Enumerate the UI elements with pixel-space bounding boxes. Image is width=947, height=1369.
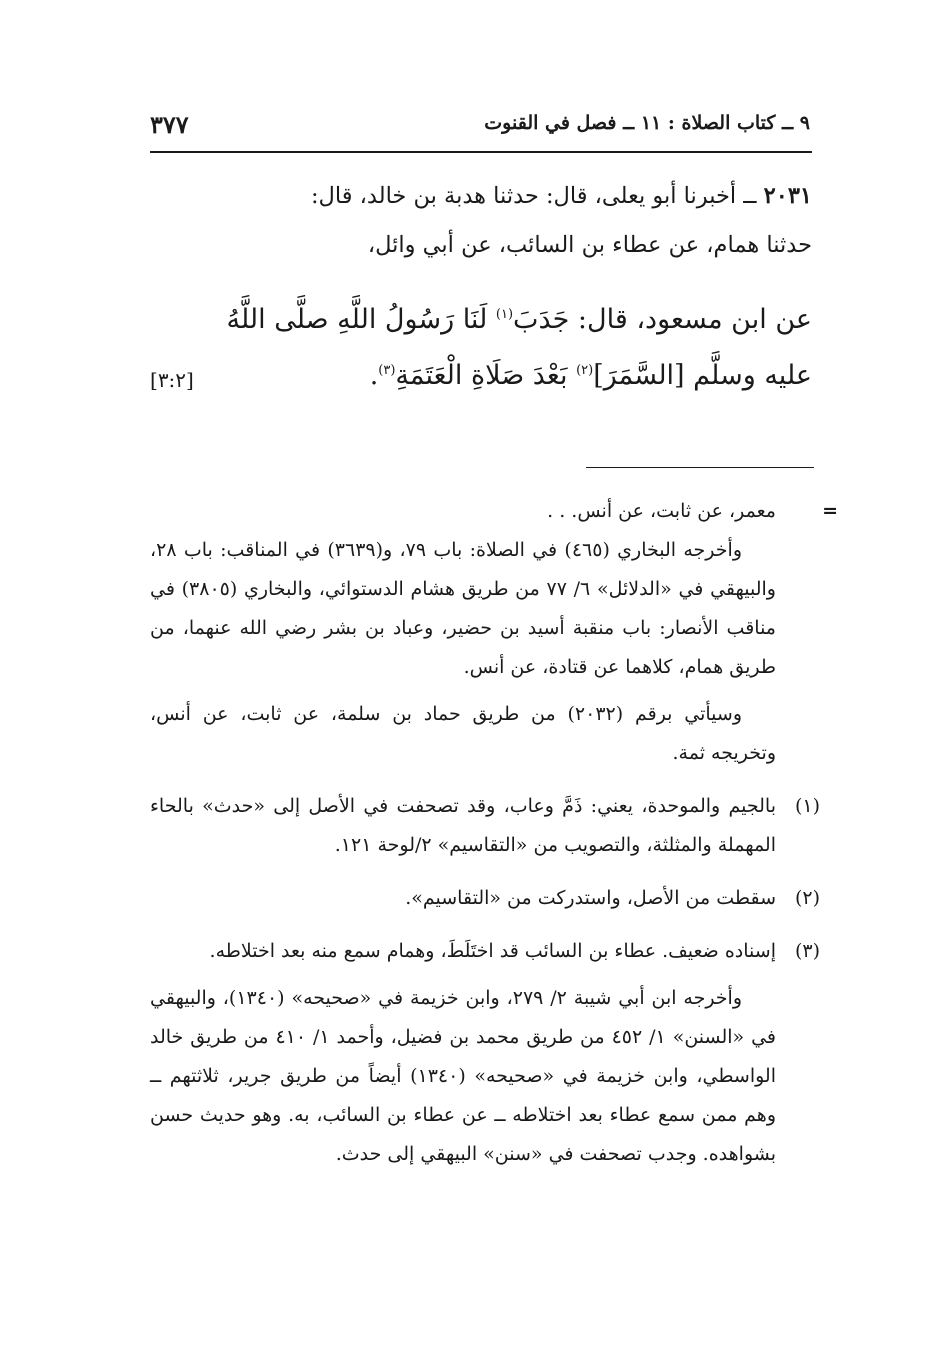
footnote-2 [150, 879, 820, 918]
footnote-2-text: سقطت من الأصل، واستدركت من «التقاسيم». [405, 887, 776, 909]
footnote-3-marker: (٣) [794, 940, 820, 962]
isnad-text-1: ــ أخبرنا أبو يعلى، قال: حدثنا هدبة بن خالد، قال: [310, 183, 764, 209]
matn-text-2a: عليه وسلَّم [السَّمَرَ] [593, 360, 812, 391]
footnote-separator [586, 467, 814, 468]
isnad-line-1 [150, 172, 812, 221]
continuation-paragraph-3: وسيأتي برقم (٢٠٣٢) من طريق حماد بن سلمة، عن ثابت، عن أنس، وتخريجه ثمة. [150, 703, 776, 764]
footnote-3-paragraph-2: وأخرجه ابن أبي شيبة ٢/ ٢٧٩، وابن خزيمة في «صحيحه» (١٣٤٠)، والبيهقي في «السنن» ١/ ٤٥٢ من طريق محمد بن فضيل، وأحمد ١/ ٤١٠ من طريق خالد الواسطي، وابن خزيمة في «صحيحه» (١٣٤٠) أيضاً من طريق جرير، ثلاثتهم ــ وهم ممن سمع عطاء بعد اختلاطه ــ عن عطاء بن السائب، به. وهو حديث حسن بشواهده. وجدب تصحفت في «سنن» البيهقي إلى حدث. [150, 987, 777, 1165]
hadith-matn [150, 292, 812, 408]
footnote-2-marker: (٢) [794, 887, 820, 909]
footnote-ref-3[interactable]: (٣) [378, 363, 396, 378]
footnote-1-marker: (١) [794, 795, 820, 817]
footnote-3 [150, 932, 820, 1174]
page-number: ٣٧٧ [150, 110, 189, 139]
header-divider [150, 151, 812, 153]
footnote-ref-2[interactable]: (٢) [576, 363, 594, 378]
source-reference: [٣:٢] [150, 368, 194, 392]
matn-text-2c: . [369, 360, 379, 391]
footnote-3-text: إسناده ضعيف. عطاء بن السائب قد اختَلَطَ، وهمام سمع منه بعد اختلاطه. [209, 940, 776, 962]
matn-line-1 [150, 292, 812, 348]
footnotes-section [150, 492, 838, 1174]
matn-text-1b: لَنَا رَسُولُ اللَّهِ صلَّى اللَّهُ [226, 304, 496, 335]
hadith-number: ٢٠٣١ [763, 183, 812, 209]
page-header [150, 110, 810, 144]
footnote-1 [150, 787, 820, 865]
running-section-title: ٩ ــ كتاب الصلاة : ١١ ــ فصل في القنوت [484, 112, 810, 134]
matn-text-2b: بَعْدَ صَلَاةِ الْعَتَمَةِ [395, 360, 577, 391]
continuation-marker: = [822, 500, 838, 522]
footnote-1-text: بالجيم والموحدة، يعني: ذَمَّ وعاب، وقد تصحفت في الأصل إلى «حدث» بالحاء المهملة والمثلثة، والتصويب من «التقاسيم» ٢/لوحة ١٢١. [150, 795, 776, 856]
matn-text-1a: عن ابن مسعود، قال: جَدَبَ [513, 304, 812, 335]
continuation-paragraph-2: وأخرجه البخاري (٤٦٥) في الصلاة: باب ٧٩، و(٣٦٣٩) في المناقب: باب ٢٨، والبيهقي في «الدلائل» ٦/ ٧٧ من طريق هشام الدستوائي، والبخاري (٣٨٠٥) في مناقب الأنصار: باب منقبة أسيد بن حضير، وعباد بن بشر رضي الله عنهما، من طريق همام، كلاهما عن قتادة، عن أنس. [150, 539, 776, 678]
hadith-isnad [150, 172, 812, 270]
footnote-continuation [150, 492, 838, 773]
isnad-line-2 [150, 221, 812, 270]
isnad-text-2: حدثنا همام، عن عطاء بن السائب، عن أبي وائل، [367, 232, 812, 258]
footnote-ref-1[interactable]: (١) [495, 307, 514, 322]
continuation-line-1: معمر، عن ثابت، عن أنس. . . [547, 500, 776, 522]
matn-line-2 [150, 348, 812, 404]
